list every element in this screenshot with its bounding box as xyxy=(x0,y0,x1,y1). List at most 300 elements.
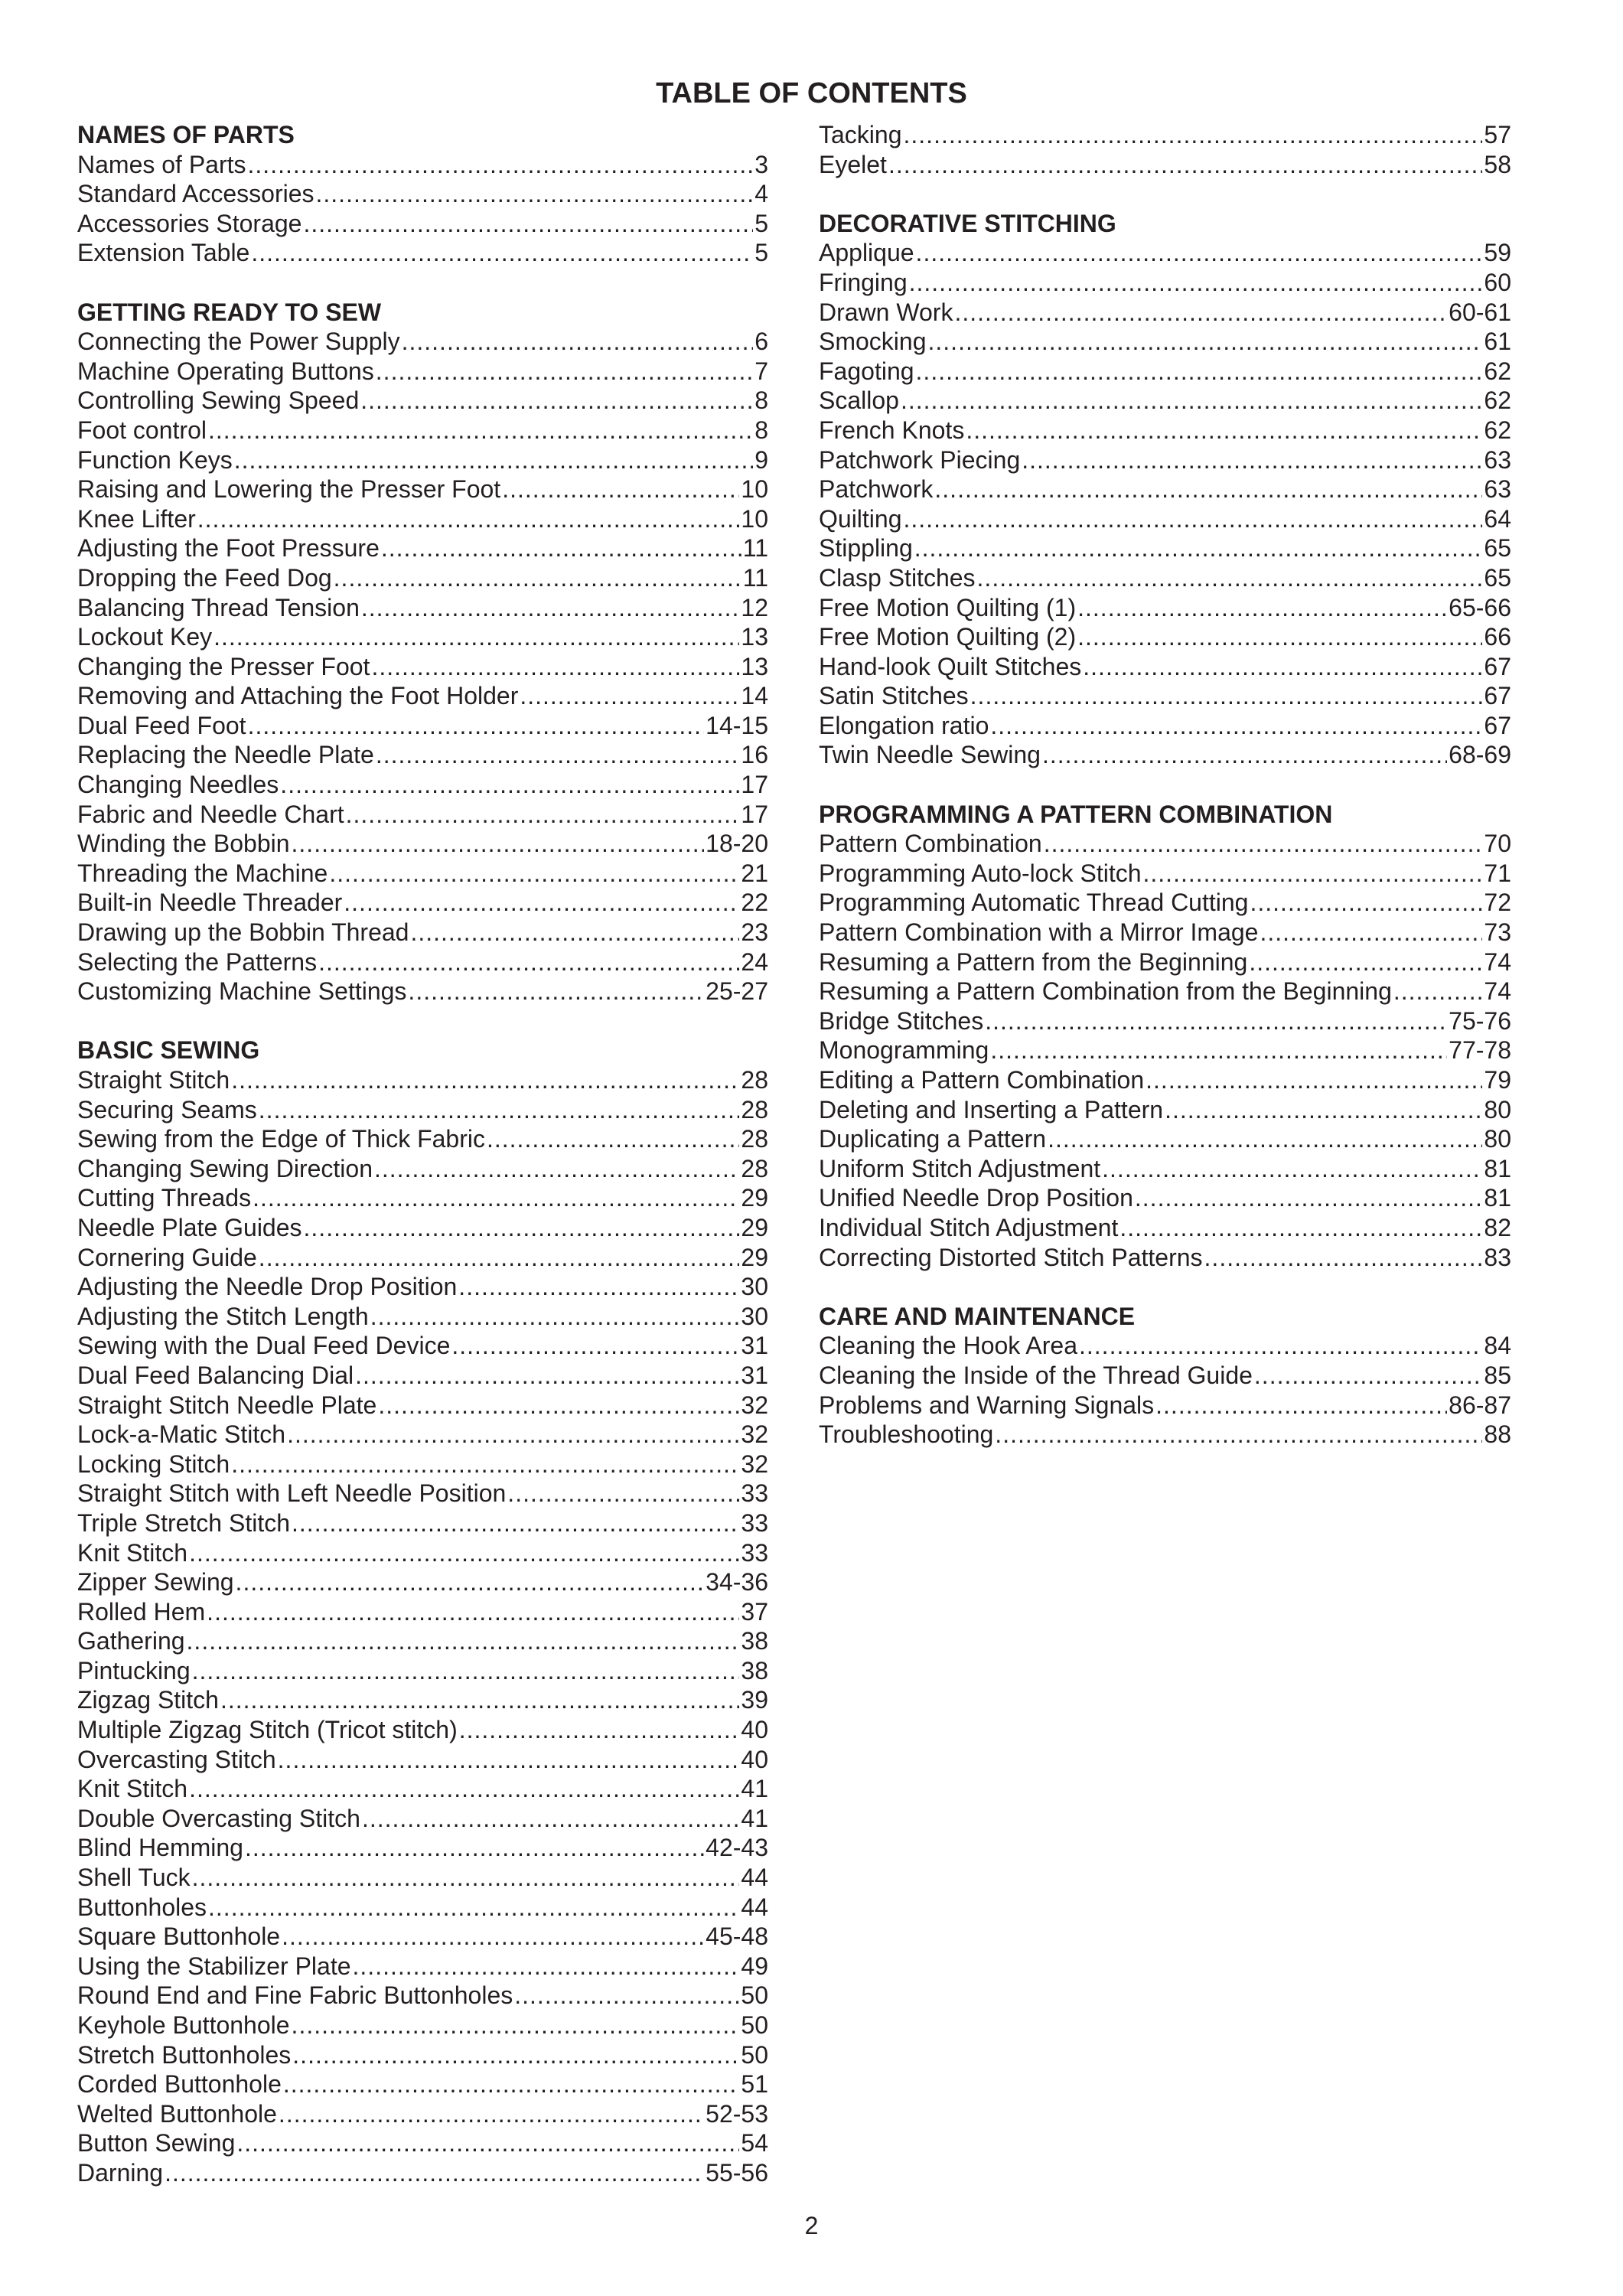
dot-leader xyxy=(507,1479,739,1508)
toc-entry-label: Buttonholes xyxy=(77,1893,207,1921)
toc-entry xyxy=(77,150,768,180)
toc-entry-page: 81 xyxy=(1484,1154,1511,1182)
toc-entry-page: 65 xyxy=(1484,563,1511,592)
toc-entry xyxy=(77,947,768,977)
toc-entry xyxy=(819,445,1511,475)
section-heading: CARE AND MAINTENANCE xyxy=(819,1302,1136,1330)
toc-entry xyxy=(77,681,768,711)
toc-entry-label: Corded Buttonhole xyxy=(77,2070,282,2099)
toc-entry xyxy=(77,1450,768,1479)
toc-entry xyxy=(819,977,1511,1006)
toc-entry-page: 32 xyxy=(741,1420,768,1449)
toc-entry xyxy=(819,150,1511,180)
dot-leader xyxy=(1044,829,1483,859)
section-heading: NAMES OF PARTS xyxy=(77,121,295,148)
toc-entry-label: Cleaning the Inside of the Thread Guide xyxy=(819,1361,1253,1389)
toc-entry xyxy=(819,475,1511,504)
toc-entry-label: Gathering xyxy=(77,1627,185,1655)
toc-entry xyxy=(819,681,1511,711)
toc-entry-page: 64 xyxy=(1484,504,1511,533)
dot-leader xyxy=(408,977,704,1006)
toc-entry xyxy=(77,1538,768,1568)
toc-entry-label: Sewing with the Dual Feed Device xyxy=(77,1332,451,1360)
dot-leader xyxy=(231,1450,739,1479)
toc-entry-label: Cleaning the Hook Area xyxy=(819,1332,1077,1360)
section-gap xyxy=(77,1006,768,1036)
dot-leader xyxy=(904,120,1483,150)
dot-leader xyxy=(316,179,754,209)
section-gap xyxy=(77,268,768,298)
toc-entry xyxy=(77,209,768,239)
toc-entry xyxy=(77,888,768,918)
dot-leader xyxy=(985,1006,1447,1036)
toc-entry-page: 84 xyxy=(1484,1332,1511,1360)
toc-entry-page: 63 xyxy=(1484,445,1511,474)
dot-leader xyxy=(990,1035,1447,1065)
toc-entry xyxy=(77,533,768,563)
toc-entry-page: 81 xyxy=(1484,1184,1511,1212)
toc-entry xyxy=(819,593,1511,623)
toc-entry xyxy=(77,918,768,947)
toc-entry-label: Cornering Guide xyxy=(77,1243,257,1271)
toc-entry-label: Button Sewing xyxy=(77,2129,236,2157)
toc-entry-page: 33 xyxy=(741,1538,768,1567)
toc-entry xyxy=(819,947,1511,977)
toc-entry-page: 33 xyxy=(741,1508,768,1537)
toc-entry-label: Programming Auto-lock Stitch xyxy=(819,859,1142,887)
toc-entry-page: 41 xyxy=(741,1775,768,1803)
toc-entry-label: Straight Stitch xyxy=(77,1066,230,1094)
dot-leader xyxy=(279,2099,704,2129)
dot-leader xyxy=(1022,445,1482,475)
dot-leader xyxy=(376,740,740,770)
toc-entry-label: Winding the Bobbin xyxy=(77,830,290,858)
dot-leader xyxy=(287,1420,739,1450)
toc-entry-label: Free Motion Quilting (1) xyxy=(819,593,1077,621)
toc-entry-label: Knit Stitch xyxy=(77,1538,188,1567)
toc-entry xyxy=(77,1154,768,1184)
toc-entry-page: 80 xyxy=(1484,1125,1511,1153)
toc-entry-page: 50 xyxy=(741,2040,768,2069)
dot-leader xyxy=(458,1272,739,1302)
dot-leader xyxy=(334,563,741,593)
toc-entry-page: 4 xyxy=(754,180,768,208)
dot-leader xyxy=(916,357,1483,386)
toc-entry xyxy=(819,652,1511,682)
toc-entry-page: 11 xyxy=(742,563,768,592)
dot-leader xyxy=(977,563,1483,593)
toc-entry xyxy=(77,2128,768,2158)
toc-entry xyxy=(77,1508,768,1538)
toc-entry-label: Machine Operating Buttons xyxy=(77,357,374,385)
dot-leader xyxy=(371,652,739,682)
toc-entry xyxy=(77,1065,768,1095)
toc-entry-label: Zigzag Stitch xyxy=(77,1686,219,1714)
toc-entry xyxy=(819,298,1511,328)
dot-leader xyxy=(236,1567,705,1597)
dot-leader xyxy=(1083,652,1482,682)
toc-entry-label: Clasp Stitches xyxy=(819,563,976,592)
toc-entry-page: 60 xyxy=(1484,268,1511,296)
toc-entry-label: Scallop xyxy=(819,386,899,415)
toc-entry-label: Pattern Combination with a Mirror Image xyxy=(819,918,1259,947)
toc-entry-page: 14-15 xyxy=(706,711,768,739)
toc-entry xyxy=(77,2011,768,2040)
dot-leader xyxy=(374,1154,739,1184)
toc-entry-page: 86-87 xyxy=(1449,1391,1511,1419)
toc-entry xyxy=(819,829,1511,859)
toc-entry-label: Knit Stitch xyxy=(77,1775,188,1803)
toc-entry-label: Standard Accessories xyxy=(77,180,314,208)
toc-entry-label: Applique xyxy=(819,239,914,267)
dot-leader xyxy=(283,2069,740,2099)
toc-entry xyxy=(819,1213,1511,1243)
dot-leader xyxy=(292,829,705,859)
toc-entry xyxy=(77,563,768,593)
dot-leader xyxy=(318,947,739,977)
toc-entry xyxy=(77,1745,768,1775)
toc-entry xyxy=(819,740,1511,770)
toc-entry-page: 65 xyxy=(1484,534,1511,563)
toc-entry-label: Balancing Thread Tension xyxy=(77,593,360,621)
toc-entry-page: 39 xyxy=(741,1686,768,1714)
toc-entry-page: 7 xyxy=(754,357,768,385)
toc-entry xyxy=(77,504,768,534)
section-heading: GETTING READY TO SEW xyxy=(77,298,382,326)
toc-entry-page: 66 xyxy=(1484,623,1511,651)
toc-entry-page: 49 xyxy=(741,1952,768,1980)
section-gap xyxy=(819,179,1511,209)
toc-entry-label: Individual Stitch Adjustment xyxy=(819,1213,1119,1241)
toc-entry xyxy=(77,1420,768,1450)
toc-entry xyxy=(77,1685,768,1715)
toc-entry xyxy=(819,1183,1511,1213)
toc-entry xyxy=(77,977,768,1006)
toc-entry-label: Adjusting the Needle Drop Position xyxy=(77,1273,458,1301)
dot-leader xyxy=(259,1095,740,1125)
toc-entry-label: Darning xyxy=(77,2158,164,2187)
toc-entry xyxy=(77,1567,768,1597)
toc-entry-label: Function Keys xyxy=(77,445,233,474)
dot-leader xyxy=(234,445,753,475)
toc-entry xyxy=(77,859,768,889)
dot-leader xyxy=(487,1124,739,1154)
dot-leader xyxy=(1249,947,1482,977)
dot-leader xyxy=(236,2128,739,2158)
toc-entry xyxy=(77,1626,768,1656)
toc-entry-page: 44 xyxy=(741,1864,768,1892)
toc-entry-page: 34-36 xyxy=(706,1568,768,1596)
toc-entry-label: Fabric and Needle Chart xyxy=(77,800,344,828)
toc-entry-label: Tacking xyxy=(819,121,902,148)
dot-leader xyxy=(208,1893,739,1923)
toc-entry-label: Accessories Storage xyxy=(77,209,302,237)
toc-entry-label: Stippling xyxy=(819,534,913,563)
toc-entry-label: Rolled Hem xyxy=(77,1597,206,1626)
toc-entry-page: 54 xyxy=(741,2129,768,2157)
dot-leader xyxy=(1146,1065,1482,1095)
toc-entry-label: Deleting and Inserting a Pattern xyxy=(819,1095,1164,1124)
dot-leader xyxy=(282,1922,704,1952)
dot-leader xyxy=(514,1981,739,2011)
toc-entry-label: Drawing up the Bobbin Thread xyxy=(77,918,409,947)
toc-entry-label: Pattern Combination xyxy=(819,830,1042,858)
toc-entry-page: 51 xyxy=(741,2070,768,2099)
toc-entry-page: 67 xyxy=(1484,711,1511,739)
toc-entry-page: 17 xyxy=(741,800,768,828)
toc-entry-label: Drawn Work xyxy=(819,298,953,326)
toc-entry-page: 38 xyxy=(741,1656,768,1684)
dot-leader xyxy=(213,622,739,652)
toc-entry-label: Editing a Pattern Combination xyxy=(819,1066,1145,1094)
toc-entry-page: 38 xyxy=(741,1627,768,1655)
toc-entry-page: 71 xyxy=(1484,859,1511,887)
toc-entry-page: 10 xyxy=(741,475,768,504)
toc-entry xyxy=(77,1272,768,1302)
toc-entry-label: Raising and Lowering the Presser Foot xyxy=(77,475,501,504)
toc-entry xyxy=(77,1863,768,1893)
toc-entry-page: 13 xyxy=(741,623,768,651)
toc-entry xyxy=(77,2069,768,2099)
toc-entry xyxy=(77,1952,768,1981)
dot-leader xyxy=(280,770,739,800)
toc-entry-page: 61 xyxy=(1484,328,1511,356)
toc-entry xyxy=(77,2158,768,2188)
dot-leader xyxy=(1165,1095,1482,1125)
toc-entry-label: Built-in Needle Threader xyxy=(77,889,343,917)
toc-entry xyxy=(77,1981,768,2011)
toc-entry xyxy=(77,1302,768,1332)
toc-entry-label: Using the Stabilizer Plate xyxy=(77,1952,351,1980)
toc-entry xyxy=(77,1183,768,1213)
toc-entry-label: Resuming a Pattern Combination from the Beginning xyxy=(819,977,1392,1006)
toc-entry xyxy=(77,386,768,416)
toc-entry-page: 14 xyxy=(741,682,768,710)
toc-entry-page: 82 xyxy=(1484,1213,1511,1241)
toc-entry-page: 83 xyxy=(1484,1243,1511,1271)
toc-entry-page: 60-61 xyxy=(1449,298,1511,326)
toc-entry-page: 31 xyxy=(741,1332,768,1360)
dot-leader xyxy=(995,1420,1482,1450)
dot-leader xyxy=(361,593,740,623)
dot-leader xyxy=(1079,1331,1482,1361)
toc-entry xyxy=(77,1213,768,1243)
toc-entry-page: 10 xyxy=(741,504,768,533)
dot-leader xyxy=(251,238,753,268)
toc-entry-label: Programming Automatic Thread Cutting xyxy=(819,889,1249,917)
toc-entry-label: Troubleshooting xyxy=(819,1420,994,1449)
toc-entry-label: Duplicating a Pattern xyxy=(819,1125,1047,1153)
dot-leader xyxy=(362,1804,739,1834)
section-heading: PROGRAMMING A PATTERN COMBINATION xyxy=(819,800,1333,828)
toc-entry xyxy=(819,1154,1511,1184)
toc-entry-page: 57 xyxy=(1484,121,1511,148)
section-gap xyxy=(819,1272,1511,1302)
dot-leader xyxy=(451,1331,739,1361)
toc-entry-page: 79 xyxy=(1484,1066,1511,1094)
toc-entry-page: 88 xyxy=(1484,1420,1511,1449)
toc-entry-page: 74 xyxy=(1484,947,1511,976)
dot-leader xyxy=(355,1361,739,1391)
toc-entry-label: Pintucking xyxy=(77,1656,191,1684)
toc-entry xyxy=(77,357,768,386)
toc-entry xyxy=(77,1922,768,1952)
toc-entry-label: Satin Stitches xyxy=(819,682,969,710)
toc-entry-label: Fagoting xyxy=(819,357,914,385)
dot-leader xyxy=(502,475,739,504)
toc-entry-label: Connecting the Power Supply xyxy=(77,328,400,356)
toc-entry-page: 3 xyxy=(754,150,768,178)
toc-entry-label: French Knots xyxy=(819,416,965,444)
toc-entry-label: Smocking xyxy=(819,328,927,356)
dot-leader xyxy=(187,1626,740,1656)
toc-entry-page: 30 xyxy=(741,1273,768,1301)
toc-entry-label: Securing Seams xyxy=(77,1095,257,1124)
toc-entry-page: 45-48 xyxy=(706,1923,768,1951)
toc-entry xyxy=(819,1331,1511,1361)
dot-leader xyxy=(954,298,1447,328)
toc-entry xyxy=(819,386,1511,416)
toc-entry xyxy=(819,1035,1511,1065)
dot-leader xyxy=(292,2011,740,2040)
dot-leader xyxy=(1119,1213,1482,1243)
toc-entry xyxy=(77,2099,768,2129)
dot-leader xyxy=(344,888,739,918)
toc-entry-page: 29 xyxy=(741,1184,768,1212)
toc-entry-label: Twin Needle Sewing xyxy=(819,741,1041,769)
dot-leader xyxy=(970,681,1483,711)
dot-leader xyxy=(1393,977,1483,1006)
toc-entry xyxy=(819,563,1511,593)
toc-entry xyxy=(77,1243,768,1273)
toc-entry-label: Replacing the Needle Plate xyxy=(77,741,374,769)
dot-leader xyxy=(966,416,1482,445)
dot-leader xyxy=(381,533,741,563)
toc-entry-label: Dual Feed Balancing Dial xyxy=(77,1361,354,1389)
toc-entry-label: Straight Stitch Needle Plate xyxy=(77,1391,377,1419)
toc-entry-label: Multiple Zigzag Stitch (Tricot stitch) xyxy=(77,1716,458,1744)
toc-entry-page: 29 xyxy=(741,1243,768,1271)
toc-entry-label: Customizing Machine Settings xyxy=(77,977,407,1006)
dot-leader xyxy=(909,268,1483,298)
toc-entry-label: Square Buttonhole xyxy=(77,1923,281,1951)
toc-entry-label: Free Motion Quilting (2) xyxy=(819,623,1077,651)
toc-entry xyxy=(819,1243,1511,1273)
toc-entry xyxy=(819,357,1511,386)
toc-entry xyxy=(77,1597,768,1627)
toc-entry-page: 67 xyxy=(1484,652,1511,680)
toc-entry-label: Removing and Attaching the Foot Holder xyxy=(77,682,519,710)
dot-leader xyxy=(916,238,1483,268)
toc-entry xyxy=(819,238,1511,268)
toc-entry-label: Triple Stretch Stitch xyxy=(77,1508,291,1537)
toc-entry xyxy=(819,888,1511,918)
toc-entry-label: Adjusting the Foot Pressure xyxy=(77,534,380,563)
section-gap xyxy=(819,770,1511,800)
toc-entry-page: 21 xyxy=(741,859,768,887)
toc-entry-page: 22 xyxy=(741,889,768,917)
dot-leader xyxy=(934,475,1482,504)
toc-entry-page: 67 xyxy=(1484,682,1511,710)
dot-leader xyxy=(1143,859,1483,889)
toc-entry-page: 28 xyxy=(741,1125,768,1153)
toc-entry xyxy=(819,1420,1511,1450)
toc-entry-label: Changing Sewing Direction xyxy=(77,1154,373,1182)
toc-entry-page: 74 xyxy=(1484,977,1511,1006)
toc-entry xyxy=(819,1006,1511,1036)
toc-entry xyxy=(819,327,1511,357)
toc-entry-page: 29 xyxy=(741,1213,768,1241)
dot-leader xyxy=(208,416,753,445)
toc-entry-label: Quilting xyxy=(819,504,902,533)
toc-entry-page: 85 xyxy=(1484,1361,1511,1389)
toc-entry-label: Straight Stitch with Left Needle Position xyxy=(77,1479,507,1508)
toc-entry-label: Needle Plate Guides xyxy=(77,1213,302,1241)
toc-entry-label: Round End and Fine Fabric Buttonholes xyxy=(77,1981,513,2010)
toc-entry-label: Fringing xyxy=(819,268,908,296)
toc-entry-page: 32 xyxy=(741,1450,768,1478)
toc-entry-page: 68-69 xyxy=(1449,741,1511,769)
toc-entry-page: 11 xyxy=(742,534,768,563)
toc-entry xyxy=(819,622,1511,652)
toc-entry-page: 73 xyxy=(1484,918,1511,947)
toc-entry xyxy=(77,593,768,623)
toc-entry xyxy=(819,504,1511,534)
toc-entry-page: 62 xyxy=(1484,416,1511,444)
toc-entry-label: Foot control xyxy=(77,416,207,444)
dot-leader xyxy=(1077,622,1482,652)
toc-entry-page: 63 xyxy=(1484,475,1511,504)
dot-leader xyxy=(278,1745,740,1775)
toc-entry-page: 40 xyxy=(741,1716,768,1744)
dot-leader xyxy=(376,357,753,386)
toc-entry xyxy=(819,1124,1511,1154)
toc-entry xyxy=(77,1833,768,1863)
toc-entry-page: 70 xyxy=(1484,830,1511,858)
toc-entry-page: 72 xyxy=(1484,889,1511,917)
dot-leader xyxy=(220,1685,739,1715)
toc-entry-label: Patchwork xyxy=(819,475,934,504)
toc-entry-label: Cutting Threads xyxy=(77,1184,252,1212)
toc-entry-page: 31 xyxy=(741,1361,768,1389)
toc-entry xyxy=(819,1095,1511,1125)
toc-entry-page: 24 xyxy=(741,947,768,976)
dot-leader xyxy=(292,2040,739,2070)
dot-leader xyxy=(197,504,740,534)
toc-entry-label: Shell Tuck xyxy=(77,1864,191,1892)
toc-entry xyxy=(819,533,1511,563)
toc-entry-page: 28 xyxy=(741,1154,768,1182)
toc-entry xyxy=(77,2040,768,2070)
toc-entry xyxy=(77,238,768,268)
page-title: TABLE OF CONTENTS xyxy=(656,77,967,109)
dot-leader xyxy=(259,1243,740,1273)
toc-entry-label: Sewing from the Edge of Thick Fabric xyxy=(77,1125,485,1153)
toc-entry xyxy=(77,652,768,682)
toc-entry-label: Threading the Machine xyxy=(77,859,328,887)
toc-entry-page: 17 xyxy=(741,771,768,799)
toc-entry xyxy=(819,859,1511,889)
dot-leader xyxy=(303,209,753,239)
dot-leader xyxy=(231,1065,739,1095)
toc-entry-page: 44 xyxy=(741,1893,768,1921)
toc-entry-label: Stretch Buttonholes xyxy=(77,2040,292,2069)
toc-entry-page: 62 xyxy=(1484,357,1511,385)
toc-entry xyxy=(77,829,768,859)
toc-entry-page: 52-53 xyxy=(706,2099,768,2128)
dot-leader xyxy=(304,1213,740,1243)
toc-entry xyxy=(77,1656,768,1686)
